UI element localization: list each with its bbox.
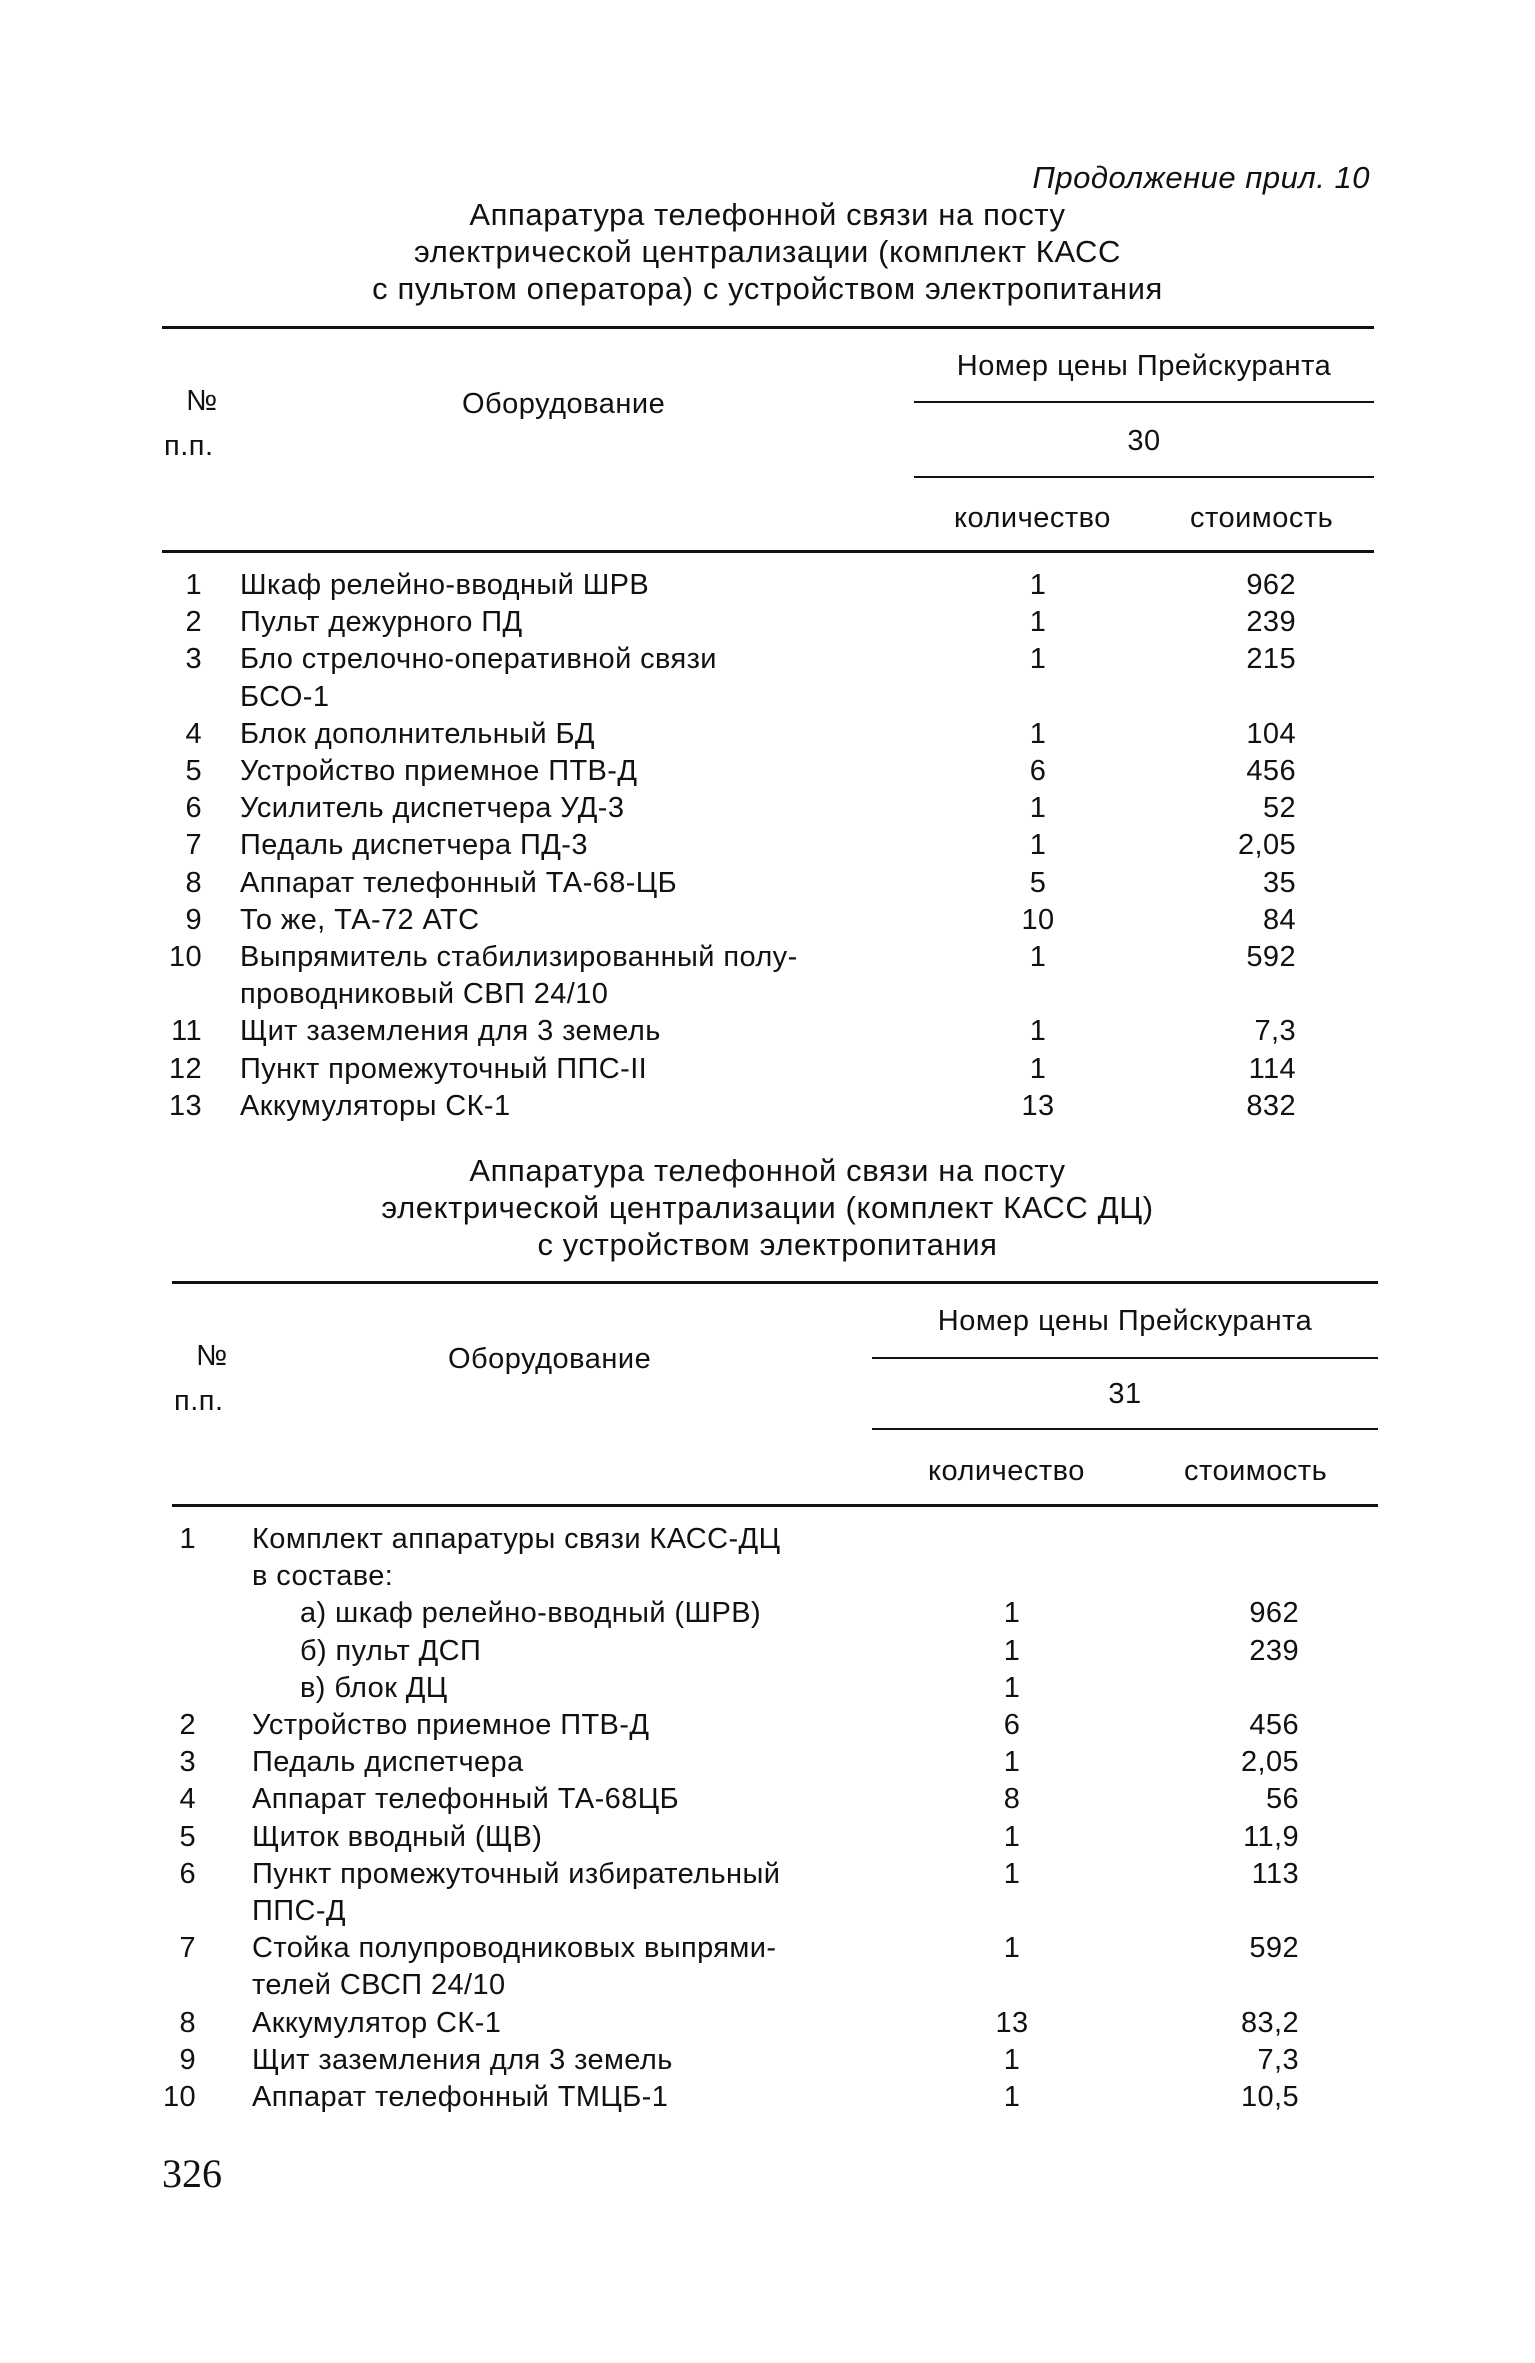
row-quantity: 1 xyxy=(1029,569,1047,601)
table-1-header-price-group: Номер цены Прейскуранта xyxy=(956,350,1332,382)
row-quantity: 10 xyxy=(1021,903,1055,936)
row-equipment: в) блок ДЦ xyxy=(300,1671,448,1704)
table-1-header-cost: стоимость xyxy=(1190,502,1334,534)
table-row xyxy=(0,904,1535,941)
row-cost: 2,05 xyxy=(1237,829,1296,862)
table-1-title xyxy=(0,196,1535,307)
table-2-header-num-abbr: п.п. xyxy=(174,1385,224,1417)
row-cost: 7,3 xyxy=(1254,1015,1296,1048)
row-equipment: Педаль диспетчера xyxy=(252,1746,524,1779)
row-cost: 35 xyxy=(1262,866,1296,899)
table-row xyxy=(0,1858,1535,1895)
table-1-top-rule xyxy=(162,326,1374,329)
table-2-price-rule xyxy=(872,1357,1378,1359)
row-equipment: Пульт дежурного ПД xyxy=(240,606,523,639)
row-equipment: Блок дополнительный БД xyxy=(240,717,595,750)
row-number: 6 xyxy=(185,792,202,825)
table-row xyxy=(0,1821,1535,1858)
row-equipment: Щит заземления для 3 земель xyxy=(252,2043,673,2076)
row-cost: 592 xyxy=(1249,1932,1299,1965)
row-number: 6 xyxy=(179,1857,196,1890)
row-quantity: 1 xyxy=(1029,829,1047,862)
table-row xyxy=(0,941,1535,978)
row-equipment: Выпрямитель стабилизированный полу- xyxy=(240,941,798,973)
row-cost: 962 xyxy=(1249,1597,1299,1630)
row-number: 9 xyxy=(185,903,202,936)
table-2-title-line: Аппаратура телефонной связи на посту xyxy=(469,1153,1066,1188)
row-cost: 962 xyxy=(1246,569,1296,601)
table-2-header-equipment: Оборудование xyxy=(448,1343,652,1375)
row-equipment: Щиток вводный (ЩВ) xyxy=(252,1820,543,1853)
row-quantity: 1 xyxy=(1029,643,1047,676)
row-equipment: ППС-Д xyxy=(252,1895,346,1927)
row-cost: 11,9 xyxy=(1243,1820,1299,1853)
row-equipment: Бло стрелочно-оперативной связи xyxy=(240,643,717,676)
table-row xyxy=(0,867,1535,904)
table-1-header-bottom-rule xyxy=(162,550,1374,553)
table-1-title-line: электрической централизации (комплект КАСС xyxy=(413,234,1122,269)
page-number: 326 xyxy=(162,2151,222,2196)
row-cost: 113 xyxy=(1251,1857,1299,1890)
row-cost: 7,3 xyxy=(1257,2043,1299,2076)
row-cost: 239 xyxy=(1249,1634,1299,1667)
table-2-header-price-number: 31 xyxy=(1108,1378,1142,1410)
row-equipment: Пункт промежуточный избирательный xyxy=(252,1857,781,1890)
row-quantity: 6 xyxy=(1003,1709,1021,1741)
table-row xyxy=(0,1746,1535,1783)
row-number: 4 xyxy=(185,717,202,750)
table-row xyxy=(0,1560,1535,1597)
table-row xyxy=(0,643,1535,680)
row-number: 5 xyxy=(179,1820,196,1853)
table-1-subheader-rule xyxy=(914,476,1374,478)
row-number: 9 xyxy=(179,2043,196,2076)
row-equipment: Шкаф релейно-вводный ШРВ xyxy=(240,569,650,601)
table-row xyxy=(0,2044,1535,2081)
table-row xyxy=(0,755,1535,792)
row-quantity: 1 xyxy=(1029,792,1047,825)
table-row xyxy=(0,1932,1535,1969)
row-equipment: Стойка полупроводниковых выпрями- xyxy=(252,1932,777,1965)
row-quantity: 6 xyxy=(1029,755,1047,787)
table-1-title-line: с пультом оператора) с устройством электропитания xyxy=(372,271,1163,306)
row-quantity: 1 xyxy=(1003,1597,1021,1630)
table-2-header-cost: стоимость xyxy=(1184,1455,1328,1487)
table-row xyxy=(0,1709,1535,1746)
row-equipment: Устройство приемное ПТВ-Д xyxy=(240,755,638,787)
row-number: 2 xyxy=(179,1709,196,1741)
row-equipment: То же, ТА-72 АТС xyxy=(240,903,480,936)
row-cost: 215 xyxy=(1246,643,1296,676)
row-cost: 456 xyxy=(1249,1709,1299,1741)
row-quantity: 1 xyxy=(1003,2043,1021,2076)
table-2-title-line: с устройством электропитания xyxy=(537,1227,998,1262)
row-equipment: Аккумуляторы СК-1 xyxy=(240,1089,511,1122)
row-number: 3 xyxy=(185,643,202,676)
table-row xyxy=(0,1090,1535,1127)
row-cost: 239 xyxy=(1246,606,1296,639)
row-cost: 10,5 xyxy=(1240,2081,1299,2113)
row-quantity: 1 xyxy=(1003,1820,1021,1853)
row-quantity: 1 xyxy=(1029,941,1047,973)
table-row xyxy=(0,1672,1535,1709)
table-1-header-price-number: 30 xyxy=(1127,425,1161,457)
row-number: 8 xyxy=(179,2006,196,2039)
table-row xyxy=(0,1783,1535,1820)
row-cost: 114 xyxy=(1248,1052,1296,1085)
table-2-subheader-rule xyxy=(872,1428,1378,1430)
row-number: 11 xyxy=(171,1015,202,1048)
row-number: 1 xyxy=(179,1523,196,1555)
row-quantity: 13 xyxy=(1021,1089,1055,1122)
row-equipment: Аппарат телефонный ТА-68ЦБ xyxy=(252,1783,680,1816)
table-2-title xyxy=(0,1152,1535,1263)
row-equipment: б) пульт ДСП xyxy=(300,1634,482,1667)
table-row xyxy=(0,1635,1535,1672)
row-number: 7 xyxy=(185,829,202,862)
row-cost: 56 xyxy=(1265,1783,1299,1816)
row-quantity: 1 xyxy=(1003,1746,1021,1779)
table-row xyxy=(0,2007,1535,2044)
row-cost: 52 xyxy=(1262,792,1296,825)
row-equipment: телей СВСП 24/10 xyxy=(252,1969,506,2002)
row-number: 1 xyxy=(185,569,202,601)
row-quantity: 1 xyxy=(1003,1671,1021,1704)
table-row xyxy=(0,606,1535,643)
table-1-header-qty: количество xyxy=(954,502,1111,534)
row-equipment: Аппарат телефонный ТМЦБ-1 xyxy=(252,2081,669,2113)
row-quantity: 1 xyxy=(1029,606,1047,639)
row-equipment: в составе: xyxy=(252,1560,394,1593)
table-2-title-line: электрической централизации (комплект КАСС ДЦ) xyxy=(381,1190,1154,1225)
continuation-note: Продолжение прил. 10 xyxy=(1032,160,1370,195)
table-2-header-bottom-rule xyxy=(172,1504,1378,1507)
table-2-top-rule xyxy=(172,1281,1378,1284)
table-1-title-line: Аппаратура телефонной связи на посту xyxy=(469,197,1066,232)
row-number: 4 xyxy=(179,1783,196,1816)
row-cost: 83,2 xyxy=(1240,2006,1299,2039)
row-cost: 456 xyxy=(1246,755,1296,787)
row-equipment: БСО-1 xyxy=(240,680,330,713)
table-2-header-num: № xyxy=(196,1340,228,1372)
row-number: 13 xyxy=(168,1089,202,1122)
table-row xyxy=(0,1597,1535,1634)
table-row xyxy=(0,792,1535,829)
row-equipment: Пункт промежуточный ППС-II xyxy=(240,1052,648,1085)
row-equipment: Аккумулятор СК-1 xyxy=(252,2006,502,2039)
row-cost: 592 xyxy=(1246,941,1296,973)
row-cost: 832 xyxy=(1246,1089,1296,1122)
table-row xyxy=(0,1895,1535,1932)
row-number: 8 xyxy=(185,866,202,899)
table-row xyxy=(0,1053,1535,1090)
row-cost: 84 xyxy=(1262,903,1296,936)
table-2-header-qty: количество xyxy=(928,1455,1085,1487)
row-quantity: 8 xyxy=(1003,1783,1021,1816)
row-equipment: Устройство приемное ПТВ-Д xyxy=(252,1709,650,1741)
table-1-header-equipment: Оборудование xyxy=(462,388,666,420)
table-1-price-rule xyxy=(914,401,1374,403)
row-equipment: а) шкаф релейно-вводный (ШРВ) xyxy=(300,1597,762,1630)
row-cost: 2,05 xyxy=(1240,1746,1299,1779)
row-quantity: 1 xyxy=(1003,1634,1021,1667)
row-equipment: Щит заземления для 3 земель xyxy=(240,1015,661,1048)
row-cost: 104 xyxy=(1246,717,1296,750)
row-quantity: 1 xyxy=(1029,717,1047,750)
table-row xyxy=(0,1969,1535,2006)
row-number: 10 xyxy=(168,941,202,973)
table-row xyxy=(0,2081,1535,2118)
row-quantity: 1 xyxy=(1003,2081,1021,2113)
table-row xyxy=(0,829,1535,866)
table-row xyxy=(0,1015,1535,1052)
table-1-header-num: № xyxy=(186,385,218,417)
row-number: 3 xyxy=(179,1746,196,1779)
row-quantity: 1 xyxy=(1029,1052,1047,1085)
row-equipment: Аппарат телефонный ТА-68-ЦБ xyxy=(240,866,678,899)
row-equipment: проводниковый СВП 24/10 xyxy=(240,978,609,1011)
row-number: 2 xyxy=(185,606,202,639)
row-number: 5 xyxy=(185,755,202,787)
table-1-header-num-abbr: п.п. xyxy=(164,430,214,462)
row-quantity: 1 xyxy=(1029,1015,1047,1048)
table-row xyxy=(0,978,1535,1015)
row-quantity: 1 xyxy=(1003,1857,1021,1890)
table-row xyxy=(0,681,1535,718)
row-quantity: 13 xyxy=(995,2006,1029,2039)
table-2-header-price-group: Номер цены Прейскуранта xyxy=(937,1305,1313,1337)
row-number: 7 xyxy=(179,1932,196,1965)
row-equipment: Комплект аппаратуры связи КАСС-ДЦ xyxy=(252,1523,781,1555)
table-row xyxy=(0,718,1535,755)
row-number: 12 xyxy=(168,1052,202,1085)
row-quantity: 5 xyxy=(1029,866,1047,899)
row-equipment: Педаль диспетчера ПД-3 xyxy=(240,829,588,862)
row-equipment: Усилитель диспетчера УД-3 xyxy=(240,792,625,825)
row-quantity: 1 xyxy=(1003,1932,1021,1965)
row-number: 10 xyxy=(162,2081,196,2113)
table-row xyxy=(0,1523,1535,1560)
table-row xyxy=(0,569,1535,606)
